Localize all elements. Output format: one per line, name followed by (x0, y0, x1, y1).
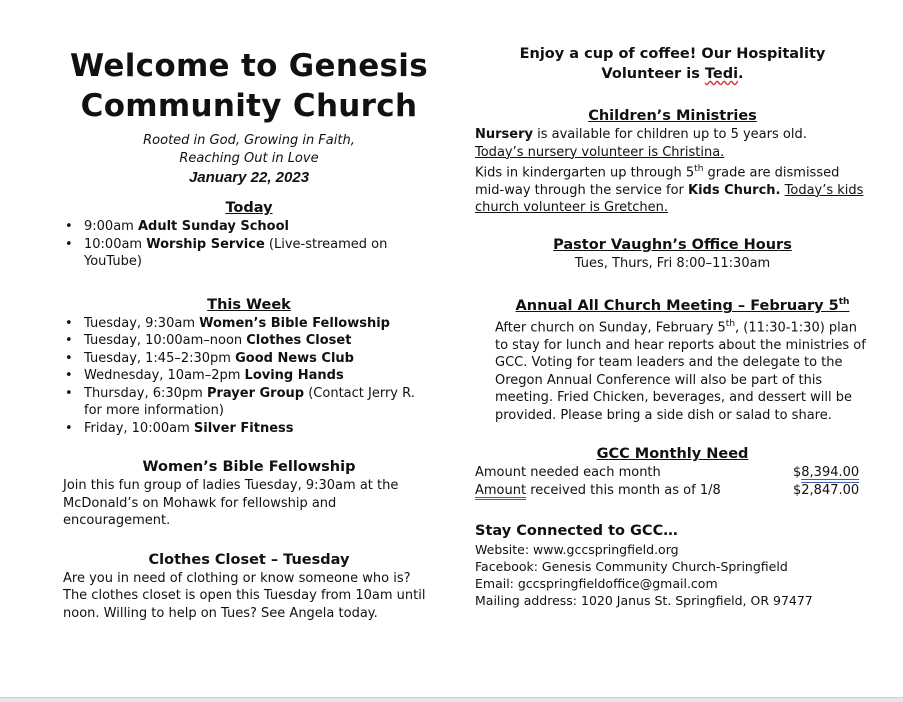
page-bottom-edge (0, 697, 903, 702)
contact-website: Website: www.gccspringfield.org (475, 542, 679, 558)
tagline (63, 132, 435, 168)
received-amount: $2,847.00 (793, 482, 860, 498)
this-week-list (63, 315, 435, 438)
coffee-notice: Enjoy a cup of coffee! Our Hospitality Volunteer is Tedi. (519, 46, 826, 82)
pastor-hours-heading: Pastor Vaughn’s Office Hours (553, 236, 792, 253)
title-line-2: Community Church (80, 88, 418, 124)
childrens-ministries-text: Nursery is available for children up to 5 years old. Today’s nursery volunteer is Christina. Kids in kindergarten up through 5th grade are dismissed mid-way through the service for Kids Church. Today’s kids church volunteer is Gretchen. (475, 127, 864, 216)
today-heading: Today (225, 200, 273, 216)
annual-meeting-heading: Annual All Church Meeting – February 5th (515, 297, 850, 315)
title-line-1: Welcome to Genesis (70, 48, 428, 84)
needed-amount: 8,394.00 (801, 465, 860, 481)
monthly-need-heading: GCC Monthly Need (596, 446, 749, 463)
list-item: • Wednesday, 10am–2pm Loving Hands (63, 367, 435, 385)
need-row-received: Amount received this month as of 1/8 $2,847.00 (475, 482, 870, 500)
contact-email: Email: gccspringfieldoffice@gmail.com (475, 576, 718, 592)
today-list (63, 218, 435, 271)
page-title (63, 46, 435, 126)
childrens-ministries-heading: Children’s Ministries (588, 108, 757, 124)
bulletin-date: January 22, 2023 (188, 169, 310, 186)
list-item: • Tuesday, 1:45–2:30pm Good News Club (63, 350, 435, 368)
list-item: • 9:00am Adult Sunday School (63, 218, 435, 236)
left-column (63, 46, 435, 622)
list-item: • Thursday, 6:30pm Prayer Group (Contact Jerry R. for more information) (63, 385, 435, 420)
clothes-closet-heading: Clothes Closet – Tuesday (148, 551, 350, 568)
stay-connected-heading: Stay Connected to GCC… (475, 523, 678, 540)
right-column (475, 44, 870, 609)
need-row-needed: Amount needed each month $8,394.00 (475, 465, 860, 481)
womens-fellowship-heading: Women’s Bible Fellowship (142, 459, 356, 475)
annual-meeting-text: After church on Sunday, February 5th, (11:30-1:30) plan to stay for lunch and hear reports about the ministries of GCC. Voting for team leaders and the delegate to the Oregon Annual Conference will also be part of this meeting. Fried Chicken, beverages, and dessert will be provided. Please bring a side dish or salad to share. (495, 319, 866, 423)
contact-mailing-address: Mailing address: 1020 Janus St. Springfield, OR 97477 (475, 593, 813, 609)
tagline-line-2: Reaching Out in Love (179, 151, 319, 166)
this-week-heading: This Week (207, 296, 291, 313)
womens-fellowship-text: Join this fun group of ladies Tuesday, 9:30am at the McDonald’s on Mohawk for fellowship and encouragement. (63, 478, 399, 528)
clothes-closet-text: Are you in need of clothing or know someone who is? The clothes closet is open this Tuesday from 10am until noon. Willing to help on Tues? See Angela today. (63, 570, 426, 621)
contact-facebook: Facebook: Genesis Community Church-Springfield (475, 559, 788, 575)
list-item: • Tuesday, 10:00am–noon Clothes Closet (63, 332, 435, 350)
list-item: • 10:00am Worship Service (Live-streamed on YouTube) (63, 236, 435, 271)
pastor-hours-text: Tues, Thurs, Fri 8:00–11:30am (574, 255, 771, 271)
list-item: • Friday, 10:00am Silver Fitness (63, 420, 435, 438)
list-item: • Tuesday, 9:30am Women’s Bible Fellowship (63, 315, 435, 333)
volunteer-name: Tedi (704, 66, 739, 82)
tagline-line-1: Rooted in God, Growing in Faith, (143, 133, 355, 148)
